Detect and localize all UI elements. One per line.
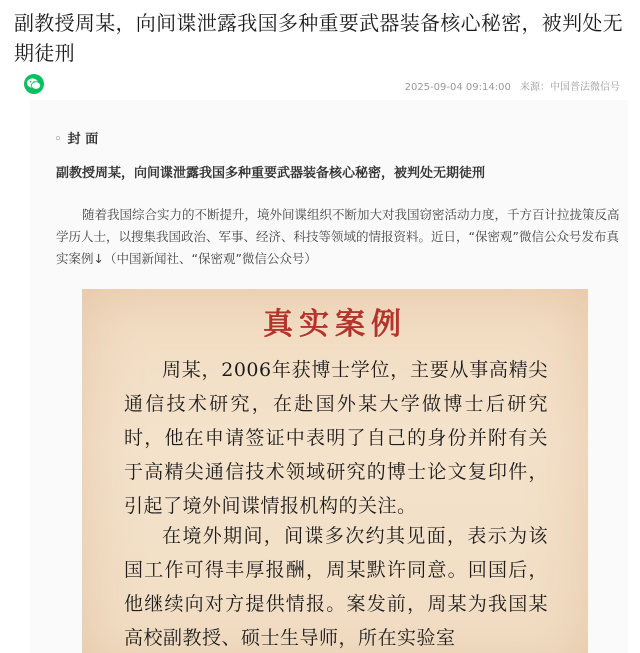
case-paragraph-1: 周某，2006年获博士学位，主要从事高精尖通信技术研究，在赴国外某大学做博士后研究时，他在申请签证中表明了自己的身份并附有关于高精尖通信技术领域研究的博士论文复印件，引起了境外间谍情报机构的关注。	[124, 359, 548, 517]
meta-info	[399, 78, 620, 93]
source-label[interactable]: 来源：中国普法微信号	[520, 82, 620, 93]
section-heading	[54, 128, 98, 147]
bullet-icon: ◦	[54, 132, 62, 147]
article-paragraph: 随着我国综合实力的不断提升，境外间谍组织不断加大对我国窃密活动力度，千方百计拉拢策反高学历人士，以搜集我国政治、军事、经济、科技等领域的情报资料。近日，“保密观”微信公众号发布真实案例↓（中国新闻社、“保密观”微信公众号）	[56, 207, 620, 266]
page-title: 副教授周某，向间谍泄露我国多种重要武器装备核心秘密，被判处无期徒刑	[14, 11, 623, 65]
case-image-title: 真实案例	[263, 307, 407, 342]
section-heading-text: 封 面	[67, 132, 99, 147]
case-image[interactable]	[82, 289, 588, 653]
wechat-icon[interactable]	[24, 74, 44, 94]
article-subtitle: 副教授周某，向间谍泄露我国多种重要武器装备核心秘密，被判处无期徒刑	[56, 166, 486, 181]
publish-datetime: 2025-09-04 09:14:00	[404, 82, 511, 93]
article-meta	[0, 72, 640, 98]
case-paragraph-2: 在境外期间，间谍多次约其见面，表示为该国工作可得丰厚报酬，周某默许同意。回国后，他继续向对方提供情报。案发前，周某为我国某高校副教授、硕士生导师，所在实验室	[124, 525, 548, 649]
